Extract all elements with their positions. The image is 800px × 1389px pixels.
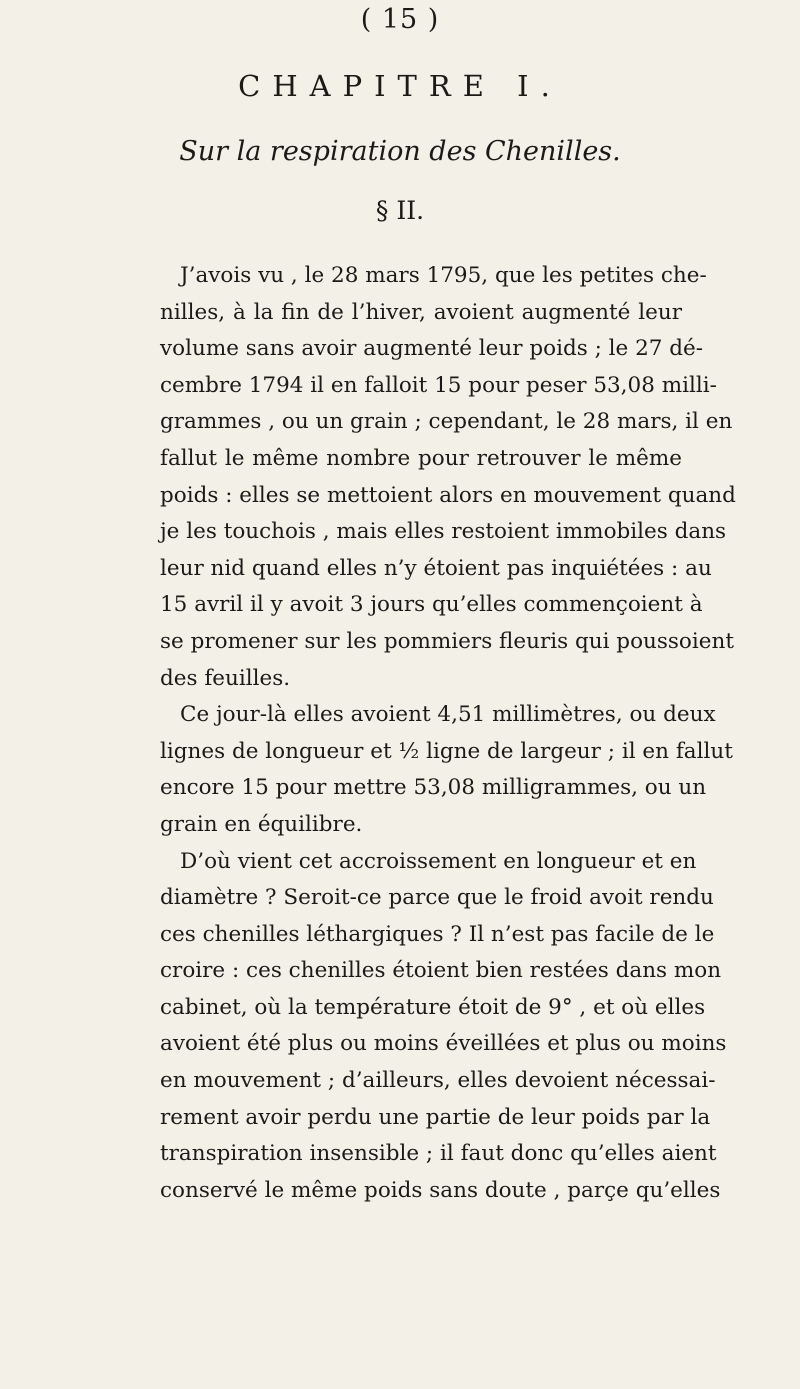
text-line: encore 15 pour mettre 53,08 milligrammes, ou un — [160, 775, 707, 801]
text-line: poids : elles se mettoient alors en mouvement quand — [160, 482, 736, 508]
text-line: se promener sur les pommiers fleuris qui poussoient — [160, 628, 734, 654]
text-line: D’où vient cet accroissement en longueur et en — [180, 848, 697, 874]
text-line: 15 avril il y avoit 3 jours qu’elles commençoient à — [160, 592, 703, 618]
text-line: rement avoir perdu une partie de leur poids par la — [160, 1104, 711, 1130]
text-line: lignes de longueur et ½ ligne de largeur ; il en fallut — [160, 738, 733, 764]
text-line: grain en équilibre. — [160, 811, 363, 837]
section-heading: § II. — [375, 196, 425, 225]
text-line: transpiration insensible ; il faut donc qu’elles aient — [160, 1141, 717, 1167]
text-line: fallut le même nombre pour retrouver le même — [160, 445, 682, 471]
text-line: des feuilles. — [160, 665, 291, 691]
text-line: volume sans avoir augmenté leur poids ; le 27 dé- — [160, 336, 704, 362]
text-line: avoient été plus ou moins éveillées et plus ou moins — [160, 1031, 727, 1057]
text-line: ces chenilles léthargiques ? Il n’est pas facile de le — [160, 921, 715, 947]
text-line: nilles, à la fin de l’hiver, avoient augmenté leur — [160, 299, 682, 325]
text-line: Ce jour-là elles avoient 4,51 millimètres, ou deux — [180, 702, 716, 728]
text-line: cembre 1794 il en falloit 15 pour peser 53,08 milli- — [160, 372, 717, 398]
chapter-title: CHAPITRE I. — [238, 69, 562, 103]
page-number: ( 15 ) — [360, 4, 440, 35]
text-line: croire : ces chenilles étoient bien restées dans mon — [160, 958, 722, 984]
text-line: leur nid quand elles n’y étoient pas inquiétées : au — [160, 555, 712, 581]
body-text — [160, 258, 736, 1209]
text-line: J’avois vu , le 28 mars 1795, que les petites che- — [180, 263, 707, 288]
chapter-subtitle: Sur la respiration des Chenilles. — [179, 136, 621, 167]
text-line: diamètre ? Seroit-ce parce que le froid avoit rendu — [160, 885, 714, 911]
text-line: en mouvement ; d’ailleurs, elles devoient nécessai- — [160, 1068, 716, 1094]
text-line: cabinet, où la température étoit de 9° , et où elles — [160, 994, 706, 1020]
text-line: conservé le même poids sans doute , parçe qu’elles — [160, 1177, 721, 1203]
text-line: je les touchois , mais elles restoient immobiles dans — [160, 519, 727, 545]
text-line: grammes , ou un grain ; cependant, le 28 mars, il en — [160, 409, 733, 435]
